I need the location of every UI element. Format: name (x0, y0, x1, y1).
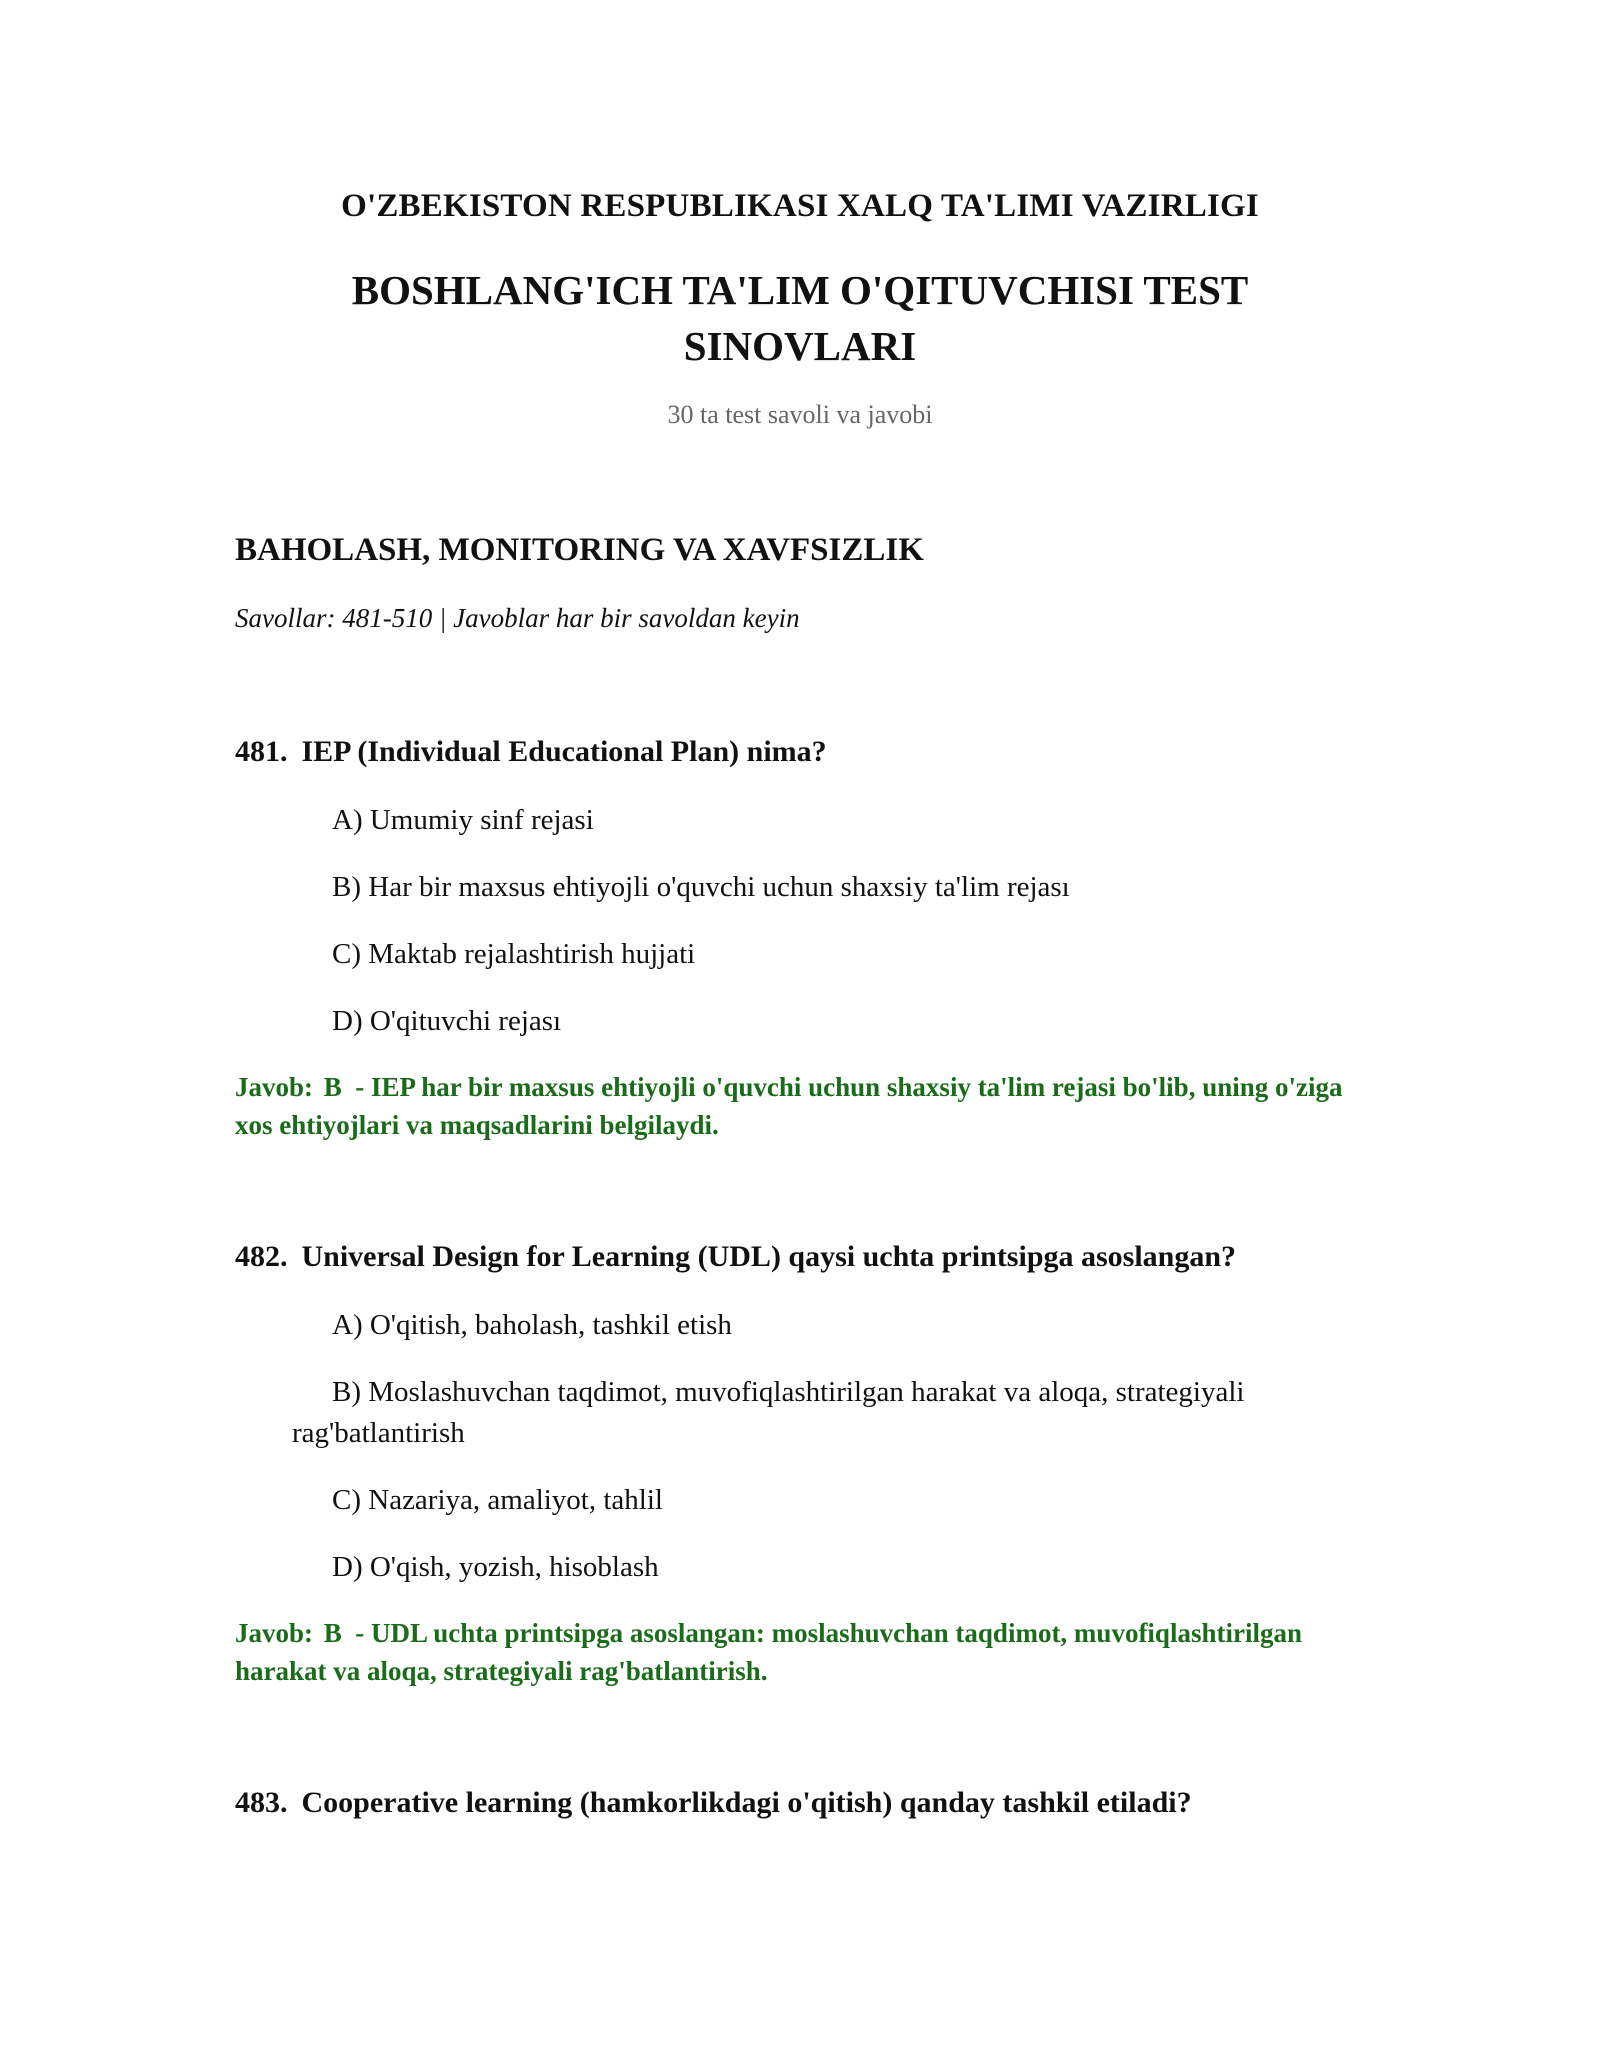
answer-letter: B (323, 1618, 342, 1648)
answer-explanation: - UDL uchta printsipga asoslangan: moslashuvchan taqdimot, muvofiqlashtirilgan harakat va aloqa, strategiyali rag'batlantirish. (235, 1618, 1302, 1686)
question-text: Cooperative learning (hamkorlikdagi o'qitish) qanday tashkil etiladi? (301, 1786, 1192, 1819)
section-note: Savollar: 481-510 | Javoblar har bir savoldan keyin (235, 603, 800, 633)
ministry-heading: O'ZBEKISTON RESPUBLIKASI XALQ TA'LIMI VAZIRLIGI (341, 188, 1259, 224)
question-483 (235, 1786, 1192, 1820)
answer-481 (235, 1068, 1385, 1144)
option-b: B) Har bir maxsus ehtiyojli o'quvchi uchun shaxsiy ta'lim rejası (332, 871, 1070, 903)
option-d: D) O'qituvchi rejası (332, 1005, 562, 1037)
answer-letter: B (323, 1072, 342, 1102)
answer-482 (235, 1614, 1385, 1690)
option-c: C) Maktab rejalashtirish hujjati (332, 938, 696, 970)
option-c: C) Nazariya, amaliyot, tahlil (332, 1484, 663, 1516)
answer-explanation: - IEP har bir maxsus ehtiyojli o'quvchi uchun shaxsiy ta'lim rejasi bo'lib, uning o'ziga xos ehtiyojlari va maqsadlarini belgilaydi. (235, 1072, 1343, 1140)
question-number: 481. (235, 735, 288, 768)
answer-label: Javob: (235, 1072, 314, 1102)
question-number: 482. (235, 1240, 288, 1273)
question-482 (235, 1240, 1236, 1274)
question-text: Universal Design for Learning (UDL) qaysi uchta printsipga asoslangan? (301, 1240, 1237, 1273)
option-a: A) O'qitish, baholash, tashkil etish (332, 1309, 732, 1341)
question-481 (235, 735, 827, 769)
answer-label: Javob: (235, 1618, 314, 1648)
question-text: IEP (Individual Educational Plan) nima? (301, 735, 827, 768)
section-title: BAHOLASH, MONITORING VA XAVFSIZLIK (235, 532, 924, 568)
option-d: D) O'qish, yozish, hisoblash (332, 1551, 659, 1583)
option-b: B) Moslashuvchan taqdimot, muvofiqlashtirilgan harakat va aloqa, strategiyali rag'batlantirish (292, 1376, 1245, 1449)
document-title: BOSHLANG'ICH TA'LIM O'QITUVCHISI TEST SINOVLARI (351, 267, 1249, 369)
option-a: A) Umumiy sinf rejasi (332, 804, 594, 836)
question-number: 483. (235, 1786, 288, 1819)
document-subtitle: 30 ta test savoli va javobi (667, 400, 933, 429)
